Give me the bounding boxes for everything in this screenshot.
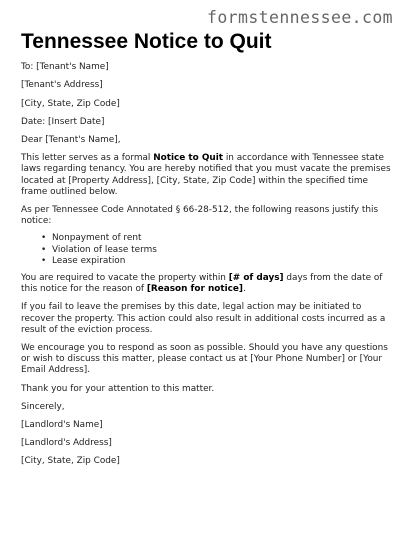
landlord-city-state-zip: [City, State, Zip Code]: [21, 456, 120, 467]
bullet-icon: •: [41, 255, 47, 266]
bullet-icon: •: [41, 233, 47, 244]
vacate-paragraph: [21, 273, 396, 295]
legal-action-paragraph: If you fail to leave the premises by this date, legal action may be initiated to recover the property. This action could also result in additional costs incurred as a result of the eviction process.: [21, 302, 386, 335]
contact-paragraph: We encourage you to respond as soon as possible. Should you have any questions or wish to discuss this matter, please contact us at [Your Phone Number] or [Your Email Address].: [21, 342, 388, 376]
notice-document: [21, 30, 396, 468]
reason-text: Violation of lease terms: [52, 244, 157, 255]
site-watermark: formstennessee.com: [206, 8, 393, 27]
salutation: Dear [Tenant's Name],: [21, 134, 121, 145]
intro-paragraph: [21, 153, 396, 198]
thanks-line: Thank you for your attention to this matter.: [21, 383, 215, 394]
intro-text-start: This letter serves as a formal: [21, 153, 154, 164]
days-placeholder: [# of days]: [228, 272, 284, 283]
reason-placeholder: [Reason for notice]: [146, 284, 243, 295]
reason-text: Lease expiration: [52, 255, 126, 266]
tenant-address: [Tenant's Address]: [21, 80, 103, 91]
landlord-address: [Landlord's Address]: [21, 438, 112, 449]
date-line: Date: [Insert Date]: [21, 116, 105, 127]
landlord-name: [Landlord's Name]: [21, 419, 103, 430]
tenant-city-state-zip: [City, State, Zip Code]: [21, 98, 120, 109]
statute-paragraph: As per Tennessee Code Annotated § 66-28-512, the following reasons justify this notice:: [21, 204, 379, 227]
list-item: [41, 233, 396, 244]
closing-line: Sincerely,: [21, 401, 65, 412]
notice-to-quit-term: Notice to Quit: [153, 153, 223, 164]
intro-text-end: in accordance with Tennessee state laws regarding tenancy. You are hereby notified that you must vacate the premises located at [Property Address], [City, State, Zip Code] within the specified time frame outlined below.: [21, 153, 391, 197]
vacate-text-3: .: [242, 284, 246, 295]
bullet-icon: •: [41, 244, 47, 255]
recipient-line: To: [Tenant's Name]: [21, 62, 109, 73]
document-title: Tennessee Notice to Quit: [21, 30, 272, 53]
list-item: [41, 256, 396, 267]
list-item: [41, 245, 396, 256]
reason-text: Nonpayment of rent: [52, 233, 142, 244]
vacate-text-1: You are required to vacate the property within: [21, 272, 229, 283]
reasons-list: [21, 233, 396, 267]
vacate-text-2: days from the date of this notice for the reason of: [21, 272, 383, 295]
